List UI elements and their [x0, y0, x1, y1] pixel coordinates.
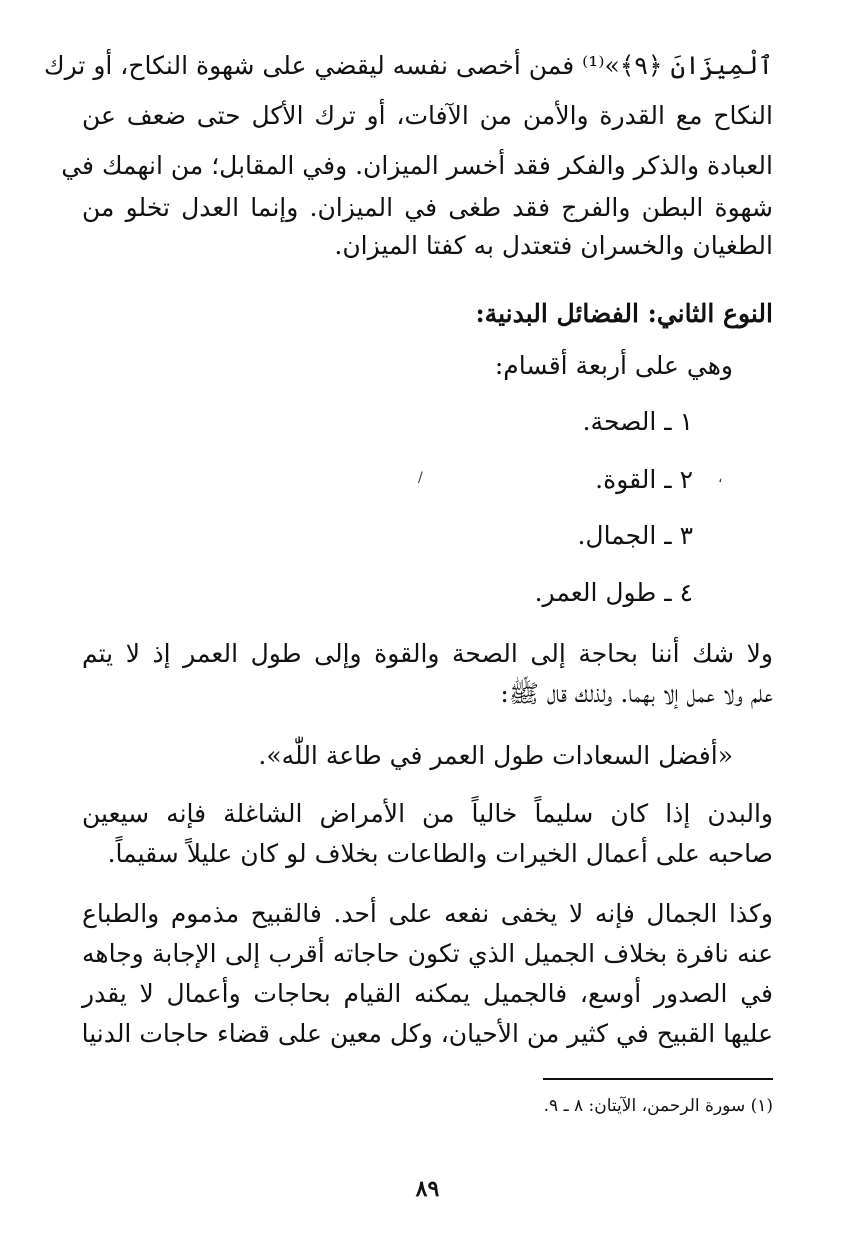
- page-number: ٨٩: [415, 1176, 440, 1202]
- text-line: صاحبه على أعمال الخيرات والطاعات بخلاف لو كان عليلاً سقيماً.: [107, 839, 773, 868]
- print-speck: ،: [718, 470, 723, 486]
- text-line: ٱلْمِيزَانَ ﴿٩﴾»⁽¹⁾ فمن أخصى نفسه ليقضي على شهوة النكاح، أو ترك: [44, 51, 773, 80]
- text-line: عليها القبيح في كثير من الأحيان، وكل معين على قضاء حاجات الدنيا: [81, 1019, 773, 1048]
- hadith-quote: «أفضل السعادات طول العمر في طاعة اللّٰه».: [258, 741, 733, 770]
- print-speck: /: [418, 470, 423, 486]
- text-line: ولا شك أننا بحاجة إلى الصحة والقوة وإلى طول العمر إذ لا يتم: [82, 639, 773, 668]
- list-item: ٤ ـ طول العمر.: [534, 578, 693, 607]
- text-line: والبدن إذا كان سليماً خالياً من الأمراض الشاغلة فإنه سيعين: [82, 799, 773, 828]
- text-line: شهوة البطن والفرج فقد طغى في الميزان. وإنما العدل تخلو من: [82, 193, 773, 222]
- footnote-divider: [543, 1078, 773, 1080]
- list-item: ٣ ـ الجمال.: [577, 521, 693, 550]
- text-line: الطغيان والخسران فتعتدل به كفتا الميزان.: [334, 231, 773, 260]
- text-line: العبادة والذكر والفكر فقد أخسر الميزان. وفي المقابل؛ من انهمك في: [61, 151, 773, 180]
- list-intro: وهي على أربعة أقسام:: [494, 351, 733, 380]
- text-line: عنه نافرة بخلاف الجميل الذي تكون حاجاته أقرب إلى الإجابة وجاهه: [82, 939, 773, 968]
- text-line: علم ولا عمل إلا بهما. ولذلك قال ﷺ:: [500, 679, 773, 708]
- list-item: ٢ ـ القوة.: [595, 465, 693, 494]
- text-line: في الصدور أوسع، فالجميل يمكنه القيام بحاجات وأعمال لا يقدر: [82, 979, 773, 1008]
- text-line: النكاح مع القدرة والأمن من الآفات، أو ترك الأكل حتى ضعف عن: [82, 101, 773, 130]
- section-heading: النوع الثاني: الفضائل البدنية:: [475, 299, 773, 328]
- list-item: ١ ـ الصحة.: [582, 407, 693, 436]
- footnote: (١) سورة الرحمن، الآيتان: ٨ ـ ٩.: [543, 1096, 773, 1116]
- text-line: وكذا الجمال فإنه لا يخفى نفعه على أحد. فالقبيح مذموم والطباع: [82, 899, 773, 928]
